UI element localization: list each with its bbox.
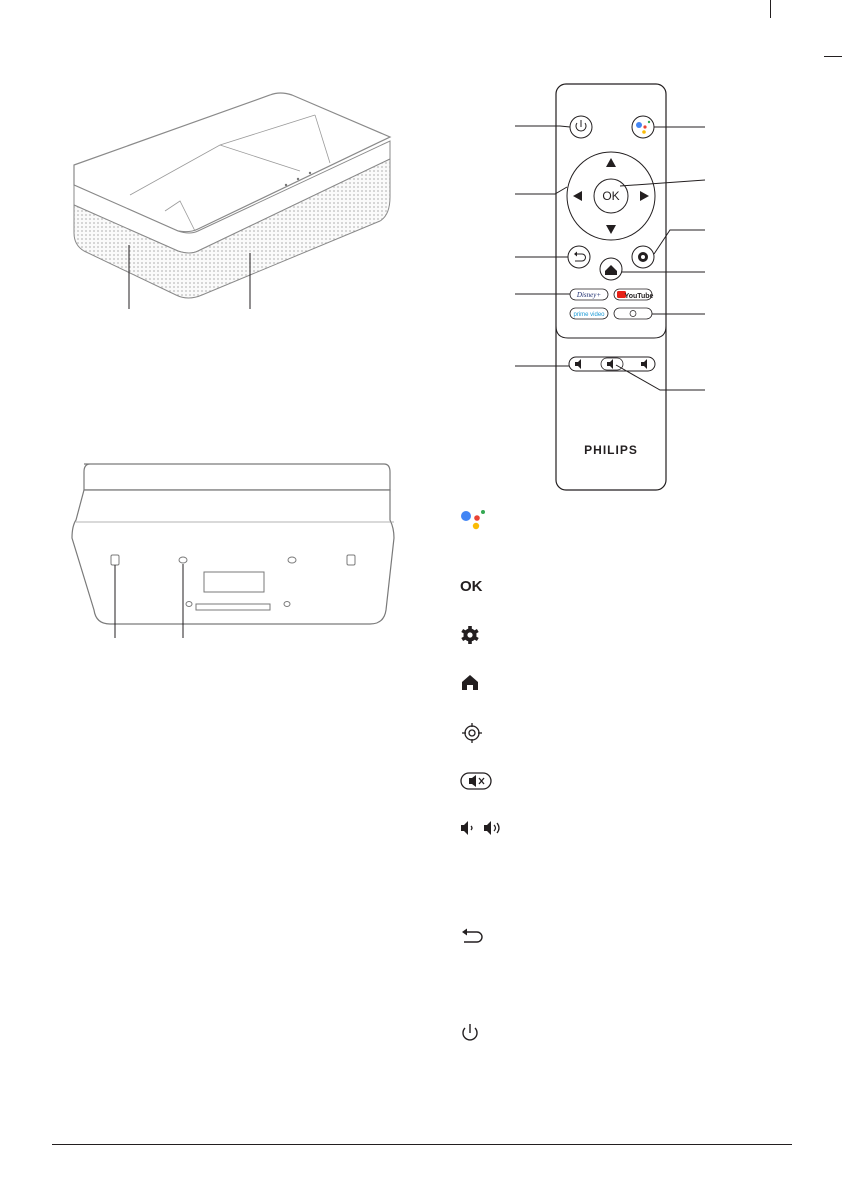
focus-icon	[458, 722, 498, 750]
google-assistant-icon	[458, 508, 498, 536]
projector-top-view	[60, 85, 400, 315]
ok-icon: OK	[460, 578, 483, 595]
svg-text:OK: OK	[602, 189, 620, 203]
crop-mark-side	[824, 56, 842, 57]
svg-text:YouTube: YouTube	[624, 293, 654, 300]
home-icon	[458, 672, 498, 700]
remote-control	[510, 82, 710, 492]
svg-text:prime video: prime video	[573, 312, 605, 318]
svg-text:PHILIPS: PHILIPS	[584, 443, 638, 457]
back-icon	[458, 925, 498, 953]
projector-bottom-view	[68, 460, 400, 640]
power-icon	[458, 1022, 498, 1050]
crop-mark-top	[770, 0, 771, 18]
mute-icon	[458, 770, 498, 798]
gear-icon	[458, 625, 498, 653]
footer-rule	[52, 1144, 792, 1145]
volume-icon	[458, 818, 518, 846]
svg-text:Disney+: Disney+	[576, 291, 602, 299]
